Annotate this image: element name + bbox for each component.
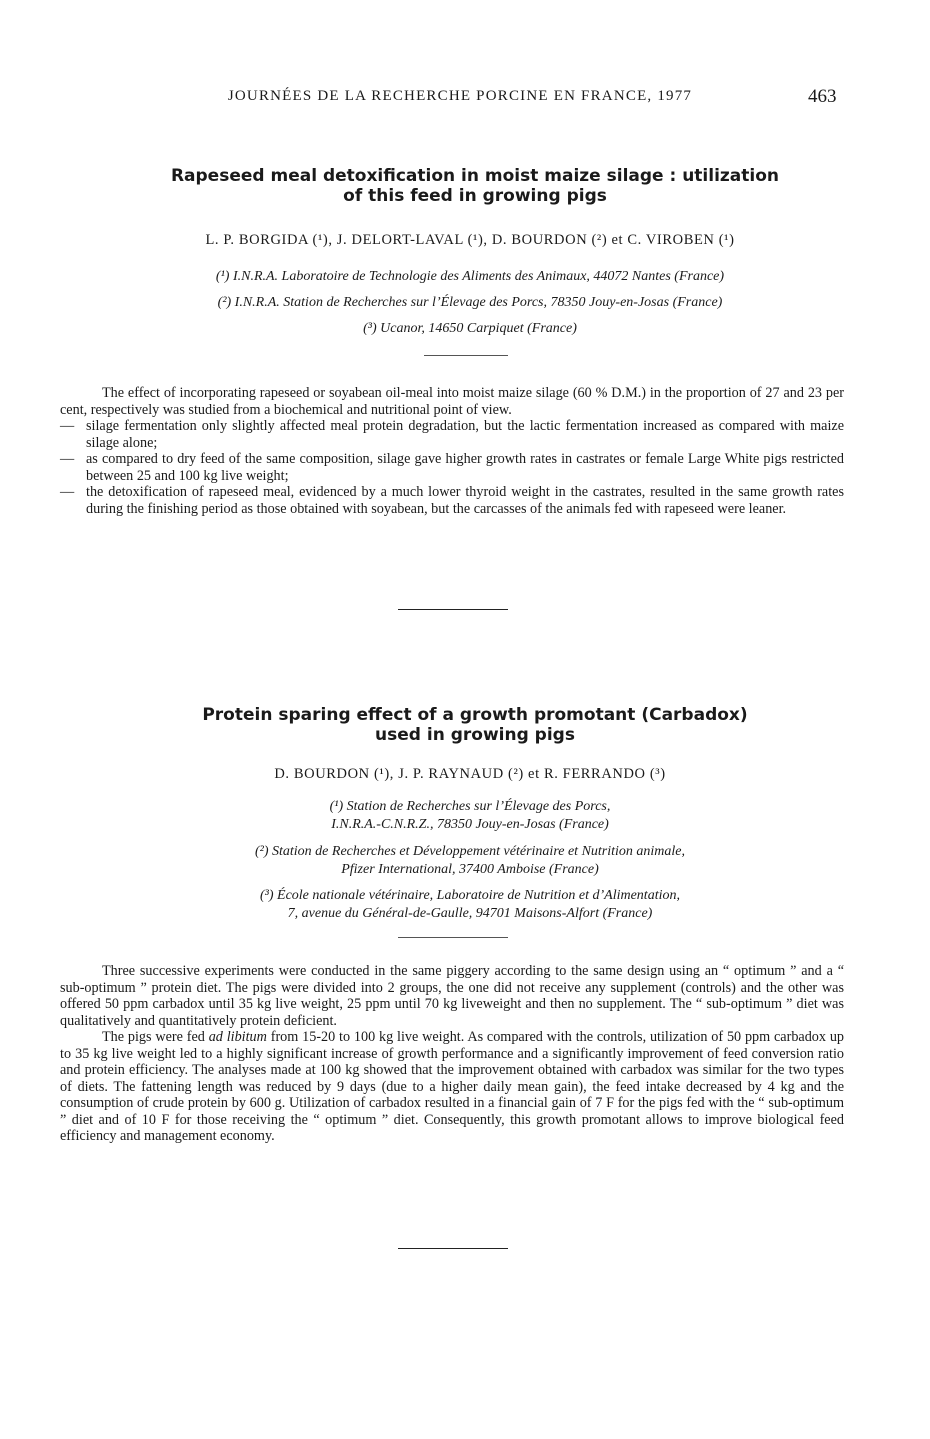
article1-item-3-text: the detoxification of rapeseed meal, evidenced by a much lower thyroid weight in the castrates, resulted in the same growth rates during the finishing period as those obtained with soyabean, but the carcasses of the animals fed with rapeseed were leaner. — [86, 484, 844, 517]
article1-authors: L. P. BORGIDA (¹), J. DELORT-LAVAL (¹), D. BOURDON (²) et C. VIROBEN (¹) — [205, 232, 735, 248]
article2-authors: D. BOURDON (¹), J. P. RAYNAUD (²) et R. FERRANDO (³) — [274, 766, 666, 782]
page-end-separator — [398, 1248, 508, 1249]
article1-affiliation-1: (¹) I.N.R.A. Laboratoire de Technologie des Aliments des Animaux, 44072 Nantes (France) — [215, 269, 725, 284]
article2-affiliation-2 — [60, 843, 880, 879]
article1-header-divider — [424, 355, 508, 356]
article2-aff2-line2: Pfizer International, 37400 Amboise (France) — [341, 862, 599, 877]
article2-aff2-line1: (²) Station de Recherches et Développement vétérinaire et Nutrition animale, — [254, 844, 686, 859]
dash-marker: — — [60, 418, 75, 434]
article2-para2-start: The pigs were fed — [102, 1029, 209, 1045]
article2-paragraph-2 — [60, 1029, 844, 1145]
article2-aff1-line1: (¹) Station de Recherches sur l’Élevage des Porcs, — [329, 799, 611, 814]
article2-title — [90, 705, 860, 745]
article1-affiliation-3: (³) Ucanor, 14650 Carpiquet (France) — [363, 321, 577, 336]
article2-aff1-line2: I.N.R.A.-C.N.R.Z., 78350 Jouy-en-Josas (France) — [331, 817, 609, 832]
article1-abstract — [60, 385, 844, 517]
article1-list-item — [60, 484, 844, 517]
article1-item-1-text: silage fermentation only slightly affected meal protein degradation, but the lactic fermentation increased as compared with maize silage alone; — [86, 418, 844, 451]
page-number: 463 — [808, 86, 837, 107]
article1-abstract-intro: The effect of incorporating rapeseed or soyabean oil-meal into moist maize silage (60 % D.M.) in the proportion of 27 and 23 per cent, respectively was studied from a biochemical and nutritional point of view. — [60, 385, 844, 418]
article2-aff3-line2: 7, avenue du Général-de-Gaulle, 94701 Maisons-Alfort (France) — [287, 906, 653, 921]
article-separator — [398, 609, 508, 610]
article1-affiliation-2: (²) I.N.R.A. Station de Recherches sur l’Élevage des Porcs, 78350 Jouy-en-Josas (France) — [217, 295, 723, 310]
article2-affiliation-3 — [60, 887, 880, 923]
article1-title — [90, 166, 860, 206]
article2-affiliation-1 — [60, 798, 880, 834]
article1-list-item — [60, 451, 844, 484]
article1-list-item — [60, 418, 844, 451]
dash-marker: — — [60, 484, 75, 500]
article1-title-line1: Rapeseed meal detoxification in moist maize silage : utilization — [170, 166, 780, 186]
article1-title-line2: of this feed in growing pigs — [343, 186, 607, 206]
running-head: JOURNÉES DE LA RECHERCHE PORCINE EN FRANCE, 1977 — [227, 88, 693, 104]
article1-item-2-text: as compared to dry feed of the same composition, silage gave higher growth rates in castrates or female Large White pigs restricted between 25 and 100 kg live weight; — [86, 451, 844, 484]
article2-title-line1: Protein sparing effect of a growth promotant (Carbadox) — [202, 705, 748, 725]
article2-paragraph-1: Three successive experiments were conducted in the same piggery according to the same design using an “ optimum ” and a “ sub-optimum ” protein diet. The pigs were divided into 2 groups, the one did not receive any supplement (controls) and the other was offered 50 ppm carbadox until 35 kg live weight, 25 ppm until 70 kg liveweight and then no supplement. The “ sub-optimum ” diet was qualitatively and quantitatively protein deficient. — [60, 963, 844, 1029]
article2-para2-rest: from 15-20 to 100 kg live weight. As compared with the controls, utilization of 50 ppm carbadox up to 35 kg live weight led to a highly significant increase of growth performance and a significantly improvement of feed conversion ratio and protein efficiency. The analyses made at 100 kg showed that the improvement obtained with carbadox was similar for the two types of diets. The fattening length was reduced by 9 days (due to a higher daily mean gain), the feed intake decreased by 4 kg and the consumption of crude protein by 600 g. Utilization of carbadox resulted in a financial gain of 7 F for the pigs fed with the “ sub-optimum ” diet and of 10 F for those receiving the “ optimum ” diet. Consequently, this growth promotant allows to improve biological feed efficiency and management economy. — [60, 1029, 845, 1144]
dash-marker: — — [60, 451, 75, 467]
article2-title-line2: used in growing pigs — [375, 725, 575, 745]
article2-header-divider — [398, 937, 508, 938]
article2-abstract — [60, 963, 844, 1145]
article2-aff3-line1: (³) École nationale vétérinaire, Laboratoire de Nutrition et d’Alimentation, — [260, 888, 680, 903]
article1-affiliations — [60, 264, 880, 342]
article2-para2-italic: ad libitum — [208, 1029, 267, 1045]
